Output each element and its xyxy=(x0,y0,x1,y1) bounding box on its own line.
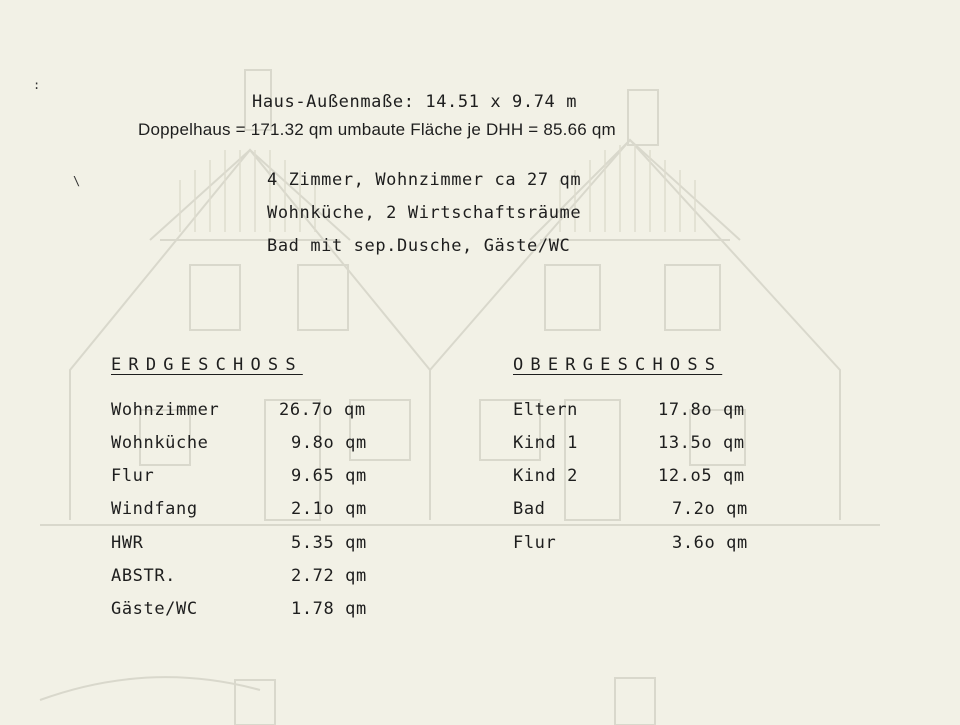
room-name: Gäste/WC xyxy=(111,599,198,619)
room-area: 9.8o qm xyxy=(291,433,367,453)
scan-speck: \ xyxy=(73,174,81,188)
scan-speck: : xyxy=(33,78,41,92)
room-area: 5.35 qm xyxy=(291,533,367,553)
room-area: 13.5o qm xyxy=(658,433,745,453)
room-name: Kind 1 xyxy=(513,433,579,453)
room-name: ABSTR. xyxy=(111,566,177,586)
room-name: Wohnküche xyxy=(111,433,209,453)
room-name: Wohnzimmer xyxy=(111,400,220,420)
room-area: 1.78 qm xyxy=(291,599,367,619)
room-area: 26.7o qm xyxy=(279,400,366,420)
room-name: Kind 2 xyxy=(513,466,579,486)
feature-line: Wohnküche, 2 Wirtschaftsräume xyxy=(267,203,582,223)
room-area: 2.72 qm xyxy=(291,566,367,586)
room-name: Eltern xyxy=(513,400,579,420)
outer-dimensions-line: Haus-Außenmaße: 14.51 x 9.74 m xyxy=(252,92,578,112)
room-name: Flur xyxy=(513,533,557,553)
room-area: 3.6o qm xyxy=(672,533,748,553)
room-area: 17.8o qm xyxy=(658,400,745,420)
room-name: Windfang xyxy=(111,499,198,519)
feature-line: Bad mit sep.Dusche, Gäste/WC xyxy=(267,236,571,256)
room-area: 12.o5 qm xyxy=(658,466,745,486)
room-name: HWR xyxy=(111,533,144,553)
room-area: 7.2o qm xyxy=(672,499,748,519)
built-area-line: Doppelhaus = 171.32 qm umbaute Fläche je DHH = 85.66 qm xyxy=(138,120,616,139)
obergeschoss-heading: OBERGESCHOSS xyxy=(513,355,723,375)
feature-line: 4 Zimmer, Wohnzimmer ca 27 qm xyxy=(267,170,582,190)
room-area: 9.65 qm xyxy=(291,466,367,486)
room-name: Flur xyxy=(111,466,155,486)
room-area: 2.1o qm xyxy=(291,499,367,519)
room-name: Bad xyxy=(513,499,546,519)
erdgeschoss-heading: ERDGESCHOSS xyxy=(111,355,303,375)
